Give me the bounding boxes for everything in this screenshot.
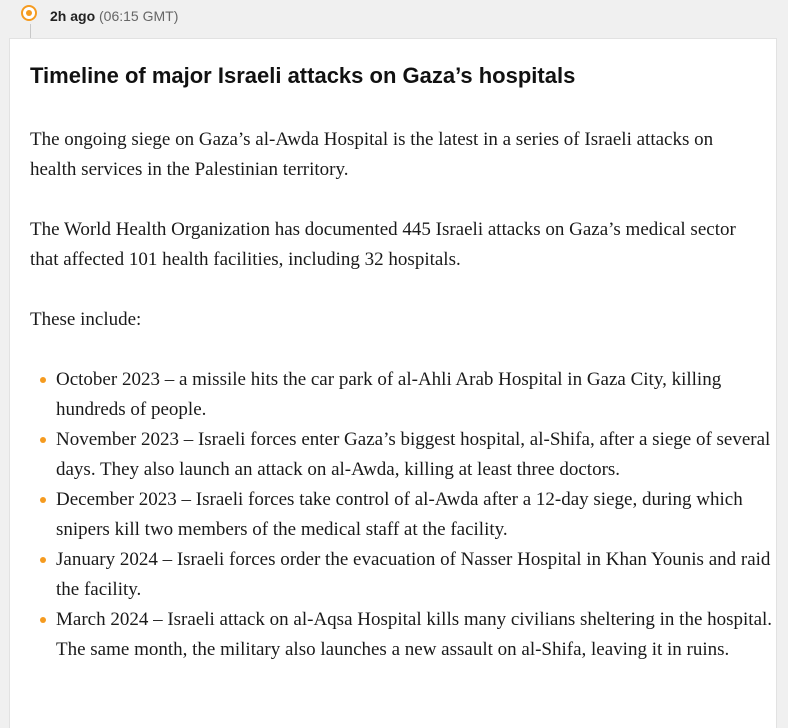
list-item [56,365,776,425]
bullet-dot-icon [40,557,46,563]
post-headline: Timeline of major Israeli attacks on Gaza’s hospitals [30,63,576,88]
post-timestamp [50,7,178,25]
list-item-text: November 2023 – Israeli forces enter Gaza’s biggest hospital, al-Shifa, after a siege of several days. They also launch an attack on al-Awda, killing at least three doctors. [56,429,771,480]
list-item [56,545,776,605]
post-paragraph: These include: [30,309,142,330]
bullet-dot-icon [40,377,46,383]
attack-timeline-list [56,365,776,665]
list-item-text: December 2023 – Israeli forces take control of al-Awda after a 12-day siege, during which snipers kill two members of the medical staff at the facility. [56,489,743,540]
bullet-dot-icon [40,437,46,443]
list-item-text: March 2024 – Israeli attack on al-Aqsa Hospital kills many civilians sheltering in the hospital. The same month, the military also launches a new assault on al-Shifa, leaving it in ruins. [56,609,773,660]
live-blog-post-card [9,38,777,728]
timeline-marker-center [26,10,32,16]
list-item-text: January 2024 – Israeli forces order the evacuation of Nasser Hospital in Khan Younis and raid the facility. [56,549,771,600]
timeline-marker-icon [21,5,37,21]
bullet-dot-icon [40,497,46,503]
post-paragraph: The ongoing siege on Gaza’s al-Awda Hospital is the latest in a series of Israeli attacks on health services in the Palestinian territory. [30,129,714,180]
list-item-text: October 2023 – a missile hits the car park of al-Ahli Arab Hospital in Gaza City, killing hundreds of people. [56,369,722,420]
list-item [56,605,776,665]
timestamp-ago: 2h ago [50,8,96,24]
bullet-dot-icon [40,617,46,623]
list-item [56,485,776,545]
timestamp-time: (06:15 GMT) [99,8,179,24]
list-item [56,425,776,485]
post-paragraph: The World Health Organization has documented 445 Israeli attacks on Gaza’s medical sector that affected 101 health facilities, including 32 hospitals. [30,219,736,270]
